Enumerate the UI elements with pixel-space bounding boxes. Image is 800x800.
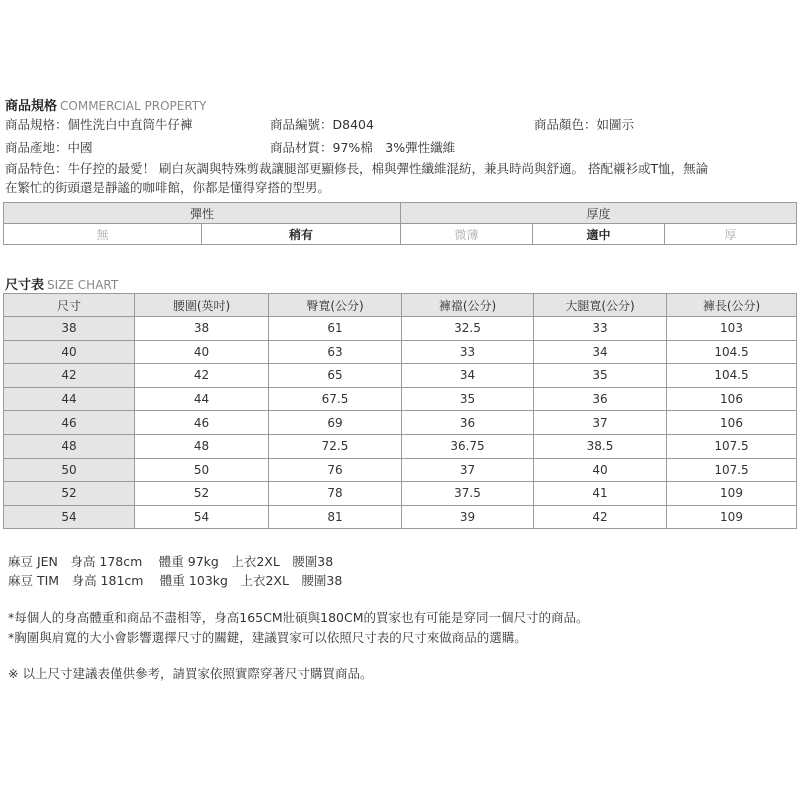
size-cell: 42 [4, 364, 135, 388]
thickness-option-thick: 厚 [665, 224, 797, 245]
length-cell: 103 [667, 317, 797, 341]
waist-cell: 46 [135, 411, 269, 435]
rise-cell: 36 [402, 411, 534, 435]
product-origin: 商品產地：中國 [5, 140, 93, 155]
length-cell: 106 [667, 411, 797, 435]
commercial-property-title-en: COMMERCIAL PROPERTY [60, 99, 207, 113]
rise-cell: 32.5 [402, 317, 534, 341]
waist-cell: 50 [135, 458, 269, 482]
length-cell: 107.5 [667, 458, 797, 482]
note-body-type: *每個人的身高體重和商品不盡相等，身高165CM壯碩與180CM的買家也有可能是穿同一個尺寸的商品。 [8, 610, 589, 625]
waist-cell: 38 [135, 317, 269, 341]
size-chart-header-row [4, 294, 797, 317]
thigh-header: 大腿寬(公分) [534, 294, 667, 317]
size-chart-title: 尺寸表 [5, 278, 45, 293]
commercial-property-title: 商品規格 [5, 99, 58, 114]
thigh-cell: 40 [534, 458, 667, 482]
model-info [8, 552, 342, 590]
length-header: 褲長(公分) [667, 294, 797, 317]
size-chart-table [3, 293, 797, 529]
thigh-cell: 38.5 [534, 434, 667, 458]
product-spec: 商品規格：個性洗白中直筒牛仔褲 [5, 117, 193, 132]
hip-cell: 63 [269, 340, 402, 364]
product-code: 商品編號：D8404 [270, 117, 374, 132]
length-cell: 109 [667, 505, 797, 529]
size-chart-title-en: SIZE CHART [47, 278, 119, 292]
note-chest-shoulder: *胸圍與肩寬的大小會影響選擇尺寸的關鍵，建議買家可以依照尺寸表的尺寸來做商品的選購。 [8, 630, 527, 645]
size-row [4, 458, 797, 482]
size-row [4, 387, 797, 411]
hip-cell: 69 [269, 411, 402, 435]
size-row [4, 340, 797, 364]
size-row [4, 434, 797, 458]
size-row [4, 317, 797, 341]
rise-cell: 37 [402, 458, 534, 482]
product-feature-line1: 商品特色：牛仔控的最愛！ 刷白灰調與特殊剪裁讓腿部更顯修長，棉與彈性纖維混紡，兼具時尚與舒適。 搭配襯衫或T恤，無論 [5, 161, 709, 176]
size-cell: 48 [4, 434, 135, 458]
product-color: 商品顏色：如圖示 [534, 117, 635, 132]
rise-cell: 37.5 [402, 482, 534, 506]
size-cell: 40 [4, 340, 135, 364]
waist-cell: 52 [135, 482, 269, 506]
model-jen: 麻豆 JEN 身高 178cm 體重 97kg 上衣2XL 腰圍38 [8, 554, 334, 569]
thigh-cell: 33 [534, 317, 667, 341]
rise-cell: 33 [402, 340, 534, 364]
elasticity-option-slight: 稍有 [202, 224, 401, 245]
rise-cell: 34 [402, 364, 534, 388]
thickness-option-thin: 微薄 [401, 224, 533, 245]
thickness-header: 厚度 [401, 203, 797, 224]
waist-cell: 54 [135, 505, 269, 529]
product-feature-line2: 在繁忙的街頭還是靜謐的咖啡館，你都是懂得穿搭的型男。 [5, 180, 331, 195]
hip-cell: 72.5 [269, 434, 402, 458]
waist-cell: 44 [135, 387, 269, 411]
size-row [4, 482, 797, 506]
product-material: 商品材質：97%棉 3%彈性纖維 [270, 140, 456, 155]
waist-cell: 40 [135, 340, 269, 364]
waist-cell: 42 [135, 364, 269, 388]
size-cell: 44 [4, 387, 135, 411]
size-row [4, 505, 797, 529]
size-chart-heading [5, 274, 118, 293]
length-cell: 104.5 [667, 340, 797, 364]
thigh-cell: 37 [534, 411, 667, 435]
hip-cell: 65 [269, 364, 402, 388]
size-row [4, 411, 797, 435]
waist-header: 腰圍(英吋) [135, 294, 269, 317]
thigh-cell: 41 [534, 482, 667, 506]
hip-cell: 67.5 [269, 387, 402, 411]
model-tim: 麻豆 TIM 身高 181cm 體重 103kg 上衣2XL 腰圍38 [8, 573, 343, 588]
rise-cell: 35 [402, 387, 534, 411]
length-cell: 106 [667, 387, 797, 411]
size-cell: 50 [4, 458, 135, 482]
thigh-cell: 34 [534, 340, 667, 364]
size-cell: 52 [4, 482, 135, 506]
size-cell: 38 [4, 317, 135, 341]
rise-cell: 39 [402, 505, 534, 529]
size-cell: 54 [4, 505, 135, 529]
length-cell: 104.5 [667, 364, 797, 388]
size-row [4, 364, 797, 388]
thigh-cell: 42 [534, 505, 667, 529]
size-cell: 46 [4, 411, 135, 435]
rise-header: 褲襠(公分) [402, 294, 534, 317]
commercial-property-heading [5, 95, 206, 114]
hip-cell: 76 [269, 458, 402, 482]
length-cell: 107.5 [667, 434, 797, 458]
length-cell: 109 [667, 482, 797, 506]
elasticity-header: 彈性 [4, 203, 401, 224]
fabric-spec-table [3, 202, 797, 245]
thigh-cell: 36 [534, 387, 667, 411]
size-header: 尺寸 [4, 294, 135, 317]
elasticity-option-none: 無 [4, 224, 202, 245]
hip-cell: 78 [269, 482, 402, 506]
hip-cell: 81 [269, 505, 402, 529]
thickness-option-medium: 適中 [533, 224, 665, 245]
size-disclaimer: ※ 以上尺寸建議表僅供參考，請買家依照實際穿著尺寸購買商品。 [8, 666, 373, 681]
rise-cell: 36.75 [402, 434, 534, 458]
size-notes [8, 608, 589, 648]
hip-header: 臀寬(公分) [269, 294, 402, 317]
waist-cell: 48 [135, 434, 269, 458]
thigh-cell: 35 [534, 364, 667, 388]
hip-cell: 61 [269, 317, 402, 341]
